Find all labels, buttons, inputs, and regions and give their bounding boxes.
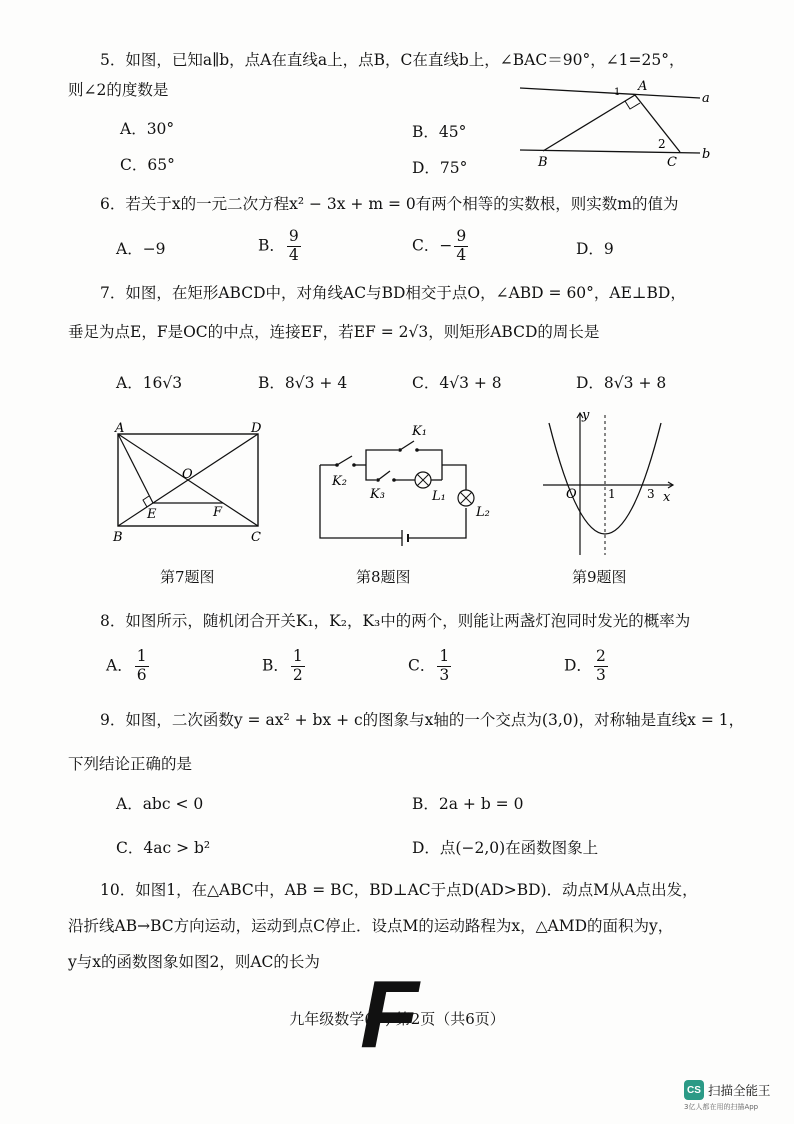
fig7-label-o: O (182, 467, 193, 482)
fig9-label-origin: O (566, 487, 577, 502)
q5-label-b-point: B (538, 155, 548, 168)
scanner-slogan: 3亿人都在用的扫描App (684, 1103, 759, 1111)
q8-text: 8．如图所示，随机闭合开关K₁，K₂，K₃中的两个，则能让两盏灯泡同时发光的概率为 (100, 612, 691, 630)
q9-option-b: B．2a + b = 0 (412, 795, 524, 813)
q5-label-line-a: a (702, 91, 710, 106)
fig8-label-k3: K₃ (370, 487, 385, 502)
fig9-parabola-figure (535, 405, 685, 560)
q8-option-b-num: 1 (292, 647, 303, 665)
fig8-caption: 第8题图 (356, 568, 411, 586)
q6-option-b (258, 228, 303, 265)
q6-option-c-den: 4 (456, 245, 467, 264)
q8-option-d-den: 3 (595, 665, 606, 684)
fig8-circuit-figure (310, 418, 510, 548)
q6-option-c-sign: − (439, 236, 453, 255)
q6-option-d: D．9 (576, 240, 614, 258)
q8-option-a-label: A． (106, 656, 133, 675)
q10-line3: y与x的函数图象如图2，则AC的长为 (68, 953, 320, 971)
q10-line2: 沿折线AB→BC方向运动，运动到点C停止．设点M的运动路程为x，△AMD的面积为y， (68, 917, 674, 935)
fig9-label-one: 1 (608, 487, 616, 501)
q8-option-c-den: 3 (439, 665, 450, 684)
q5-label-angle2: 2 (658, 137, 666, 151)
q8-option-d (564, 648, 610, 685)
q5-option-c: C．65° (120, 156, 175, 174)
q5-line1: 5．如图，已知a∥b，点A在直线a上，点B，C在直线b上，∠BAC＝90°，∠1=25°， (100, 51, 685, 69)
q8-option-b-den: 2 (292, 665, 303, 684)
q7-option-a: A．16√3 (116, 374, 183, 392)
scanner-app-name: 扫描全能王 (708, 1083, 771, 1098)
q8-option-b (262, 648, 307, 685)
q6-option-c-label: C． (412, 236, 440, 255)
q6-option-a: A．−9 (116, 240, 166, 258)
q8-option-c-num: 1 (439, 647, 450, 665)
q7-line1: 7．如图，在矩形ABCD中，对角线AC与BD相交于点O，∠ABD = 60°，AE⊥BD， (100, 284, 686, 302)
scanner-logo-icon: CS (684, 1080, 704, 1100)
fig8-label-l1: L₁ (432, 489, 446, 504)
fig7-label-f: F (213, 505, 223, 520)
q9-option-d: D．点(−2,0)在函数图象上 (412, 839, 599, 857)
q5-label-c-point: C (667, 155, 677, 168)
fig9-caption: 第9题图 (572, 568, 627, 586)
q6-option-c (412, 228, 470, 265)
q7-option-d: D．8√3 + 8 (576, 374, 667, 392)
q7-line2: 垂足为点E，F是OC的中点，连接EF，若EF = 2√3，则矩形ABCD的周长是 (68, 323, 600, 341)
q5-option-a: A．30° (120, 120, 175, 138)
q5-option-d: D．75° (412, 159, 468, 177)
fig9-label-three: 3 (647, 487, 655, 501)
q8-option-a-num: 1 (136, 647, 147, 665)
q9-line1: 9．如图，二次函数y = ax² + bx + c的图象与x轴的一个交点为(3,0)，对称轴是直线x = 1， (100, 711, 745, 729)
q6-text: 6．若关于x的一元二次方程x² − 3x + m = 0有两个相等的实数根，则实数m的值为 (100, 195, 679, 213)
q8-option-c-label: C． (408, 656, 436, 675)
q5-label-line-b: b (702, 147, 711, 162)
fig8-label-k1: K₁ (412, 424, 427, 439)
q8-option-c (408, 648, 453, 685)
fig8-label-l2: L₂ (476, 505, 490, 520)
fig7-label-c: C (251, 530, 261, 545)
q5-option-b: B．45° (412, 123, 467, 141)
q8-option-a-den: 6 (136, 665, 147, 684)
q7-option-c: C．4√3 + 8 (412, 374, 502, 392)
q9-option-a: A．abc < 0 (116, 795, 204, 813)
q5-label-a-point: A (638, 79, 648, 94)
q8-option-d-label: D． (564, 656, 592, 675)
q8-option-b-label: B． (262, 656, 289, 675)
fig7-rectangle-figure (105, 420, 275, 545)
q6-option-b-den: 4 (288, 245, 299, 264)
page-footer: 九年级数学(一) 第2页（共6页） (289, 1010, 505, 1028)
q7-option-b: B．8√3 + 4 (258, 374, 348, 392)
q9-option-c: C．4ac > b² (116, 839, 211, 857)
q8-option-a (106, 648, 151, 685)
fig9-label-x-axis: x (663, 490, 671, 505)
fig7-caption: 第7题图 (160, 568, 215, 586)
q10-line1: 10．如图1，在△ABC中，AB = BC，BD⊥AC于点D(AD>BD)．动点M从A点出发， (100, 881, 698, 899)
stamp-letter: F (360, 961, 419, 1068)
scanner-watermark (684, 1080, 771, 1111)
q5-label-angle1: 1 (614, 87, 621, 98)
fig9-label-y-axis: y (582, 408, 590, 423)
q8-option-d-num: 2 (595, 647, 606, 665)
fig8-label-k2: K₂ (332, 474, 347, 489)
fig7-label-a: A (115, 421, 125, 436)
q9-line2: 下列结论正确的是 (68, 755, 193, 773)
q5-figure (510, 78, 730, 168)
q6-option-b-label: B． (258, 236, 285, 255)
fig7-label-d: D (251, 421, 262, 436)
q6-option-b-num: 9 (288, 227, 299, 245)
fig7-label-b: B (113, 530, 123, 545)
fig7-label-e: E (147, 507, 157, 522)
q6-option-c-num: 9 (456, 227, 467, 245)
q5-line2: 则∠2的度数是 (68, 81, 169, 99)
